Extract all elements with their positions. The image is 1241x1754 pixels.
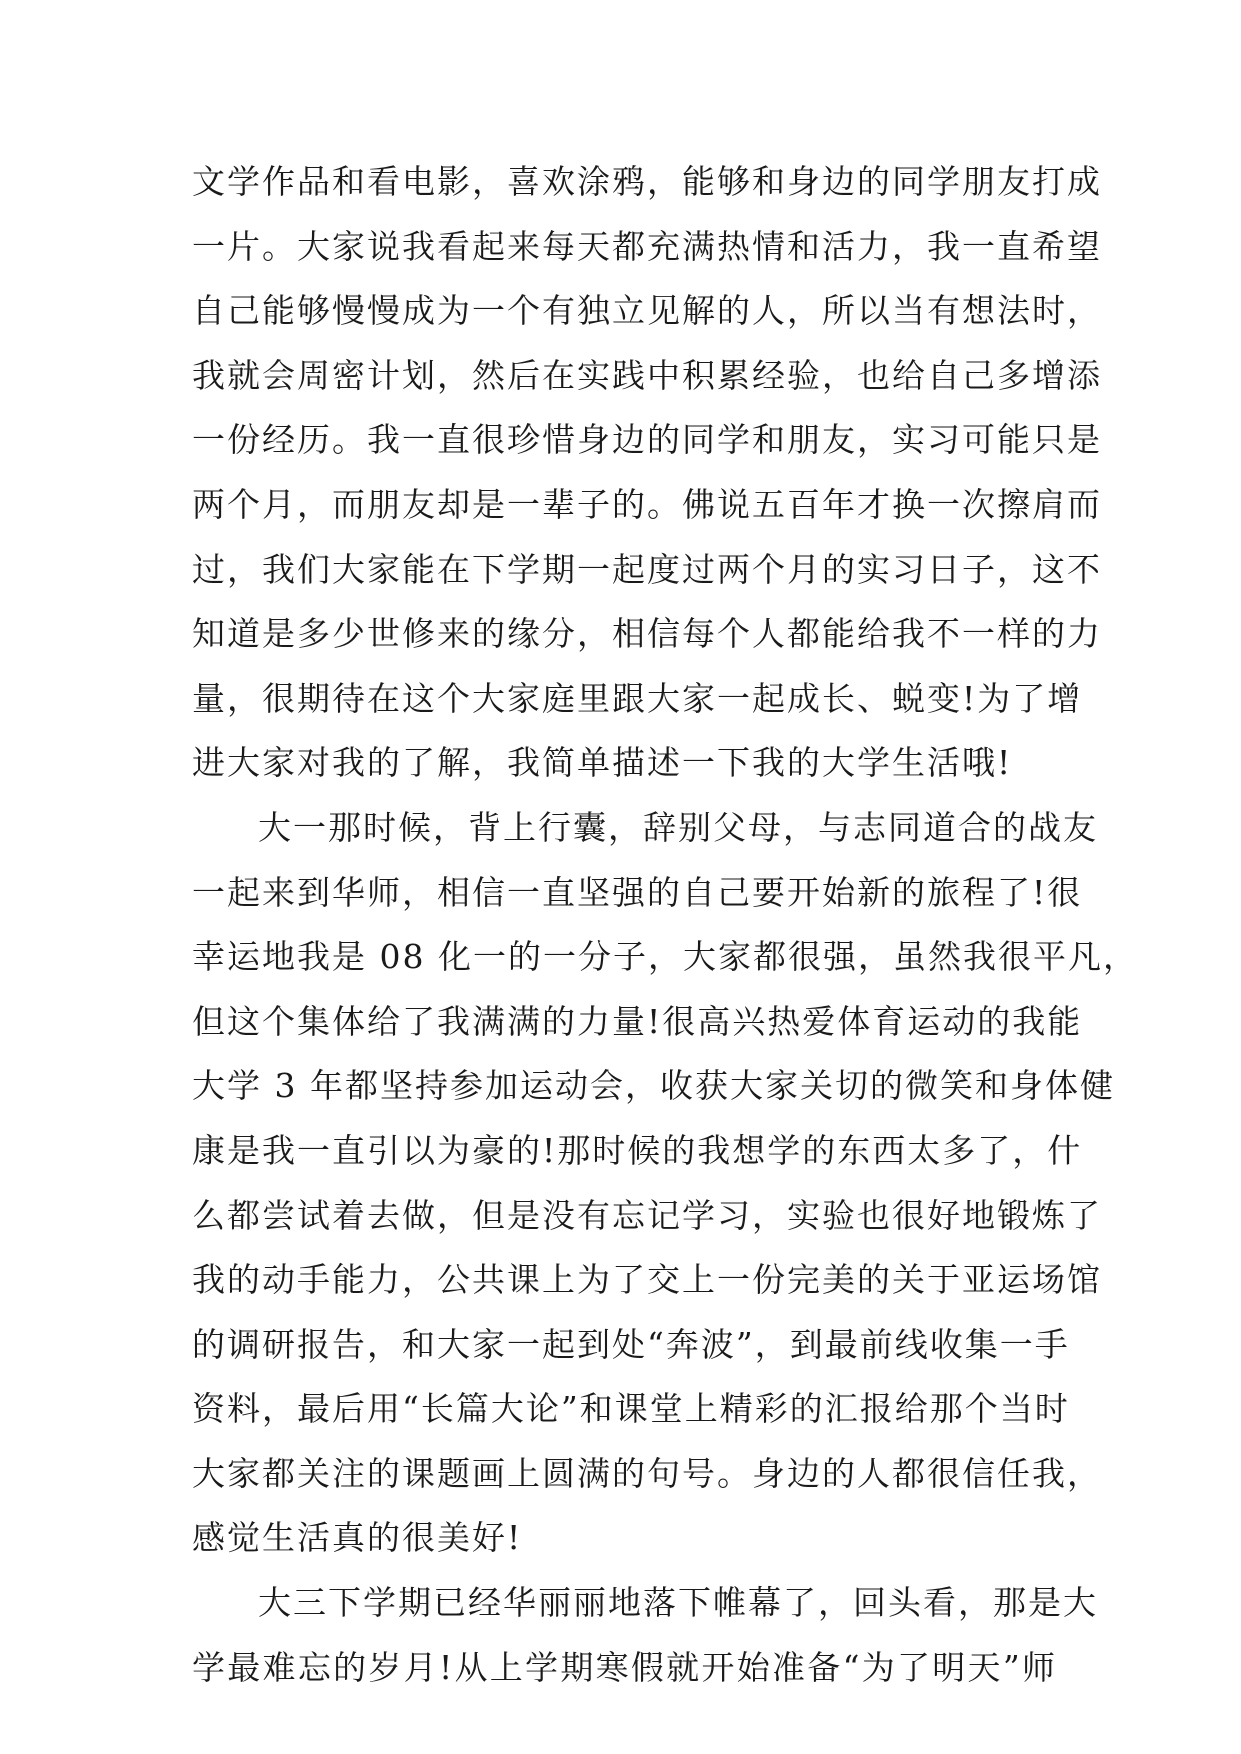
- text-line: 过，我们大家能在下学期一起度过两个月的实习日子，这不: [192, 549, 1102, 589]
- text-line: 么都尝试着去做，但是没有忘记学习，实验也很好地锻炼了: [192, 1195, 1102, 1235]
- text-line: 文学作品和看电影，喜欢涂鸦，能够和身边的同学朋友打成: [192, 162, 1102, 201]
- text-line: 我就会周密计划，然后在实践中积累经验，也给自己多增添: [192, 355, 1102, 395]
- text-line: 的调研报告，和大家一起到处“奔波”，到最前线收集一手: [192, 1324, 1070, 1364]
- text-line: 大三下学期已经华丽丽地落下帷幕了，回头看，那是大: [258, 1583, 1098, 1623]
- text-line: 大家都关注的课题画上圆满的句号。身边的人都很信任我，: [192, 1453, 1102, 1493]
- text-line: 感觉生活真的很美好!: [192, 1518, 523, 1558]
- paragraph-1: [192, 150, 1102, 796]
- text-line: 大学 3 年都坚持参加运动会，收获大家关切的微笑和身体健: [192, 1066, 1115, 1106]
- text-line: 幸运地我是 08 化一的一分子，大家都很强，虽然我很平凡，: [192, 937, 1138, 977]
- text-line: 学最难忘的岁月!从上学期寒假就开始准备“为了明天”师: [192, 1647, 1057, 1687]
- text-line: 知道是多少世修来的缘分，相信每个人都能给我不一样的力: [192, 614, 1102, 654]
- text-line: 进大家对我的了解，我简单描述一下我的大学生活哦!: [192, 743, 1013, 783]
- text-line: 两个月，而朋友却是一辈子的。佛说五百年才换一次擦肩而: [192, 484, 1102, 524]
- text-line: 一起来到华师，相信一直坚强的自己要开始新的旅程了!很: [192, 872, 1083, 912]
- text-line: 但这个集体给了我满满的力量!很高兴热爱体育运动的我能: [192, 1001, 1083, 1041]
- text-line: 康是我一直引以为豪的!那时候的我想学的东西太多了，什: [192, 1130, 1083, 1170]
- text-line: 资料，最后用“长篇大论”和课堂上精彩的汇报给那个当时: [192, 1389, 1070, 1429]
- text-line: 自己能够慢慢成为一个有独立见解的人，所以当有想法时，: [192, 291, 1102, 331]
- text-line: 大一那时候，背上行囊，辞别父母，与志同道合的战友: [258, 807, 1098, 847]
- document-page: [192, 150, 1138, 1700]
- text-line: 一片。大家说我看起来每天都充满热情和活力，我一直希望: [192, 226, 1102, 266]
- text-line: 我的动手能力，公共课上为了交上一份完美的关于亚运场馆: [192, 1260, 1102, 1300]
- text-line: 一份经历。我一直很珍惜身边的同学和朋友，实习可能只是: [192, 420, 1102, 460]
- text-line: 量，很期待在这个大家庭里跟大家一起成长、蜕变!为了增: [192, 678, 1083, 718]
- paragraph-3: [192, 1571, 1098, 1700]
- paragraph-2: [192, 796, 1138, 1571]
